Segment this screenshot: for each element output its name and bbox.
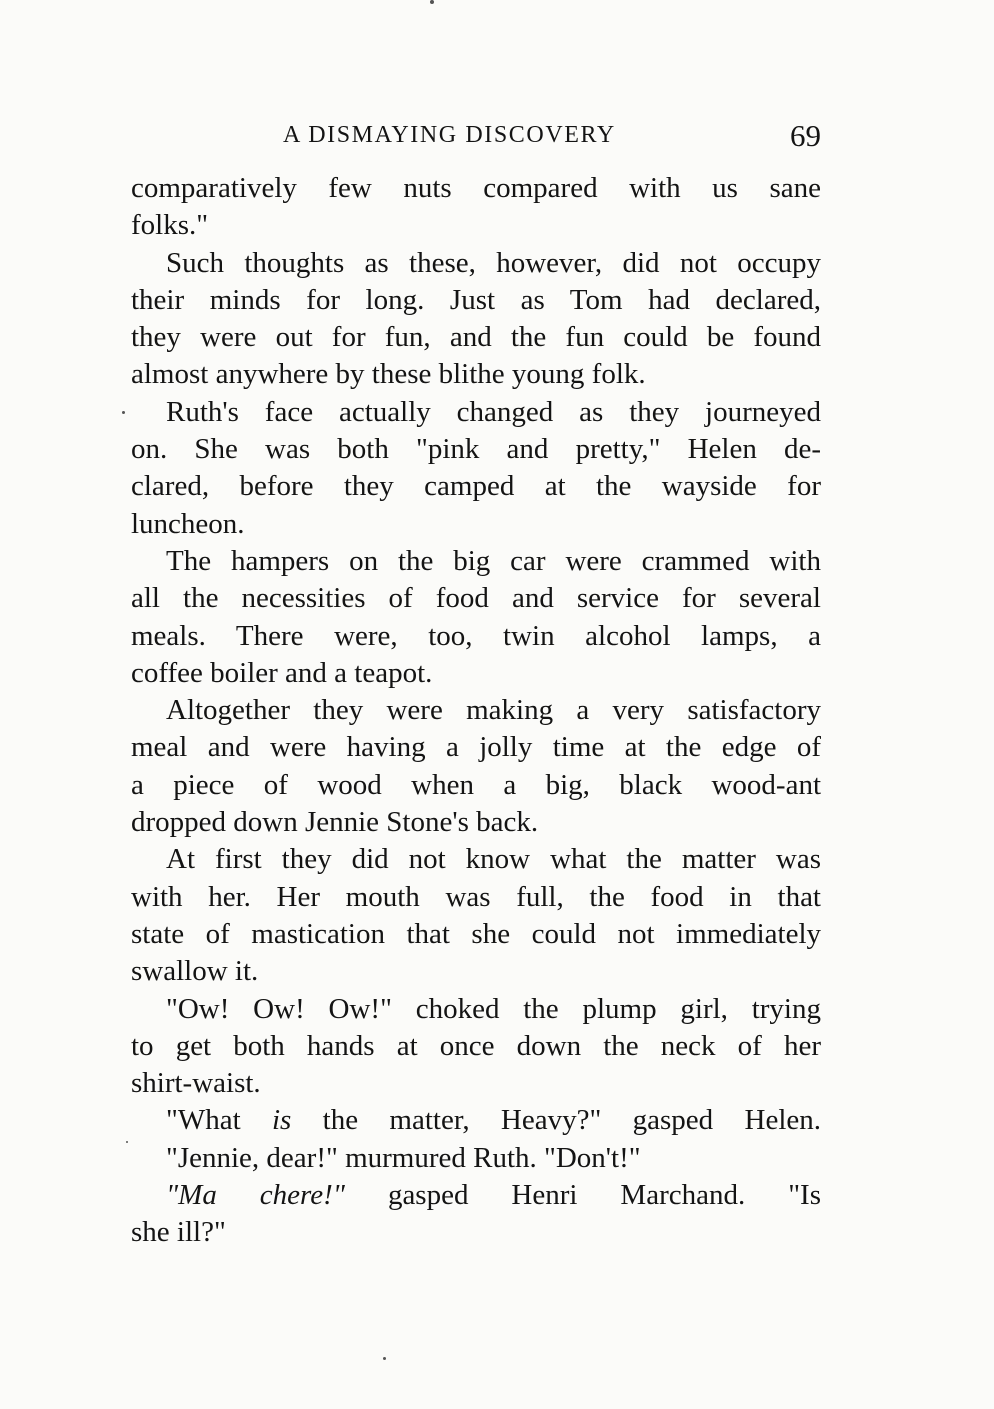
text-line: dropped down Jennie Stone's back. [131,806,539,839]
text-line: The hampers on the big car were crammed with [166,544,821,577]
running-title: A DISMAYING DISCOVERY [283,122,616,148]
text-line: "Jennie, dear!" murmured Ruth. "Don't!" [166,1141,641,1174]
text-line: almost anywhere by these blithe young folk. [131,358,646,391]
scan-speck [126,1141,128,1143]
text-line: all the necessities of food and service for several [131,582,821,615]
text-span: gasped Henri Marchand. "Is [344,1179,821,1212]
text-line: swallow it. [131,955,259,988]
text-line: Ruth's face actually changed as they journeyed [166,395,821,428]
text-line: meal and were having a jolly time at the edge of [131,731,821,764]
text-line: with her. Her mouth was full, the food in that [131,880,821,913]
text-line: she ill?" [131,1216,226,1249]
text-line: Altogether they were making a very satisfactory [166,694,821,727]
text-line: At first they did not know what the matter was [166,843,821,876]
running-head [131,118,821,158]
scan-speck [430,0,434,4]
text-line: a piece of wood when a big, black wood-ant [131,768,821,801]
text-line: "Ow! Ow! Ow!" choked the plump girl, trying [166,992,821,1025]
text-line: comparatively few nuts compared with us sane [131,172,821,204]
text-span: "What [166,1104,272,1137]
italic-span: is [271,1104,292,1137]
text-line: clared, before they camped at the wayside for [131,470,821,503]
body-text [131,170,821,1252]
scan-speck [383,1357,386,1360]
text-line: coffee boiler and a teapot. [131,656,433,689]
text-line [131,1102,821,1139]
italic-span: "Ma chere!" [166,1179,345,1212]
text-line: on. She was both "pink and pretty," Helen de- [131,433,821,466]
text-line: state of mastication that she could not immediately [131,917,821,950]
text-line: meals. There were, too, twin alcohol lamps, a [131,619,821,652]
text-line [131,1177,821,1214]
text-line: to get both hands at once down the neck of her [131,1029,821,1062]
text-line: folks." [131,209,209,242]
page-number: 69 [790,118,821,153]
text-line: their minds for long. Just as Tom had declared, [131,283,821,316]
text-line: they were out for fun, and the fun could be found [131,321,821,354]
text-line: shirt-waist. [131,1067,261,1100]
text-line: luncheon. [131,507,245,540]
text-line: Such thoughts as these, however, did not occupy [166,246,821,279]
text-span: the matter, Heavy?" gasped Helen. [291,1104,821,1137]
scan-speck [122,411,125,414]
